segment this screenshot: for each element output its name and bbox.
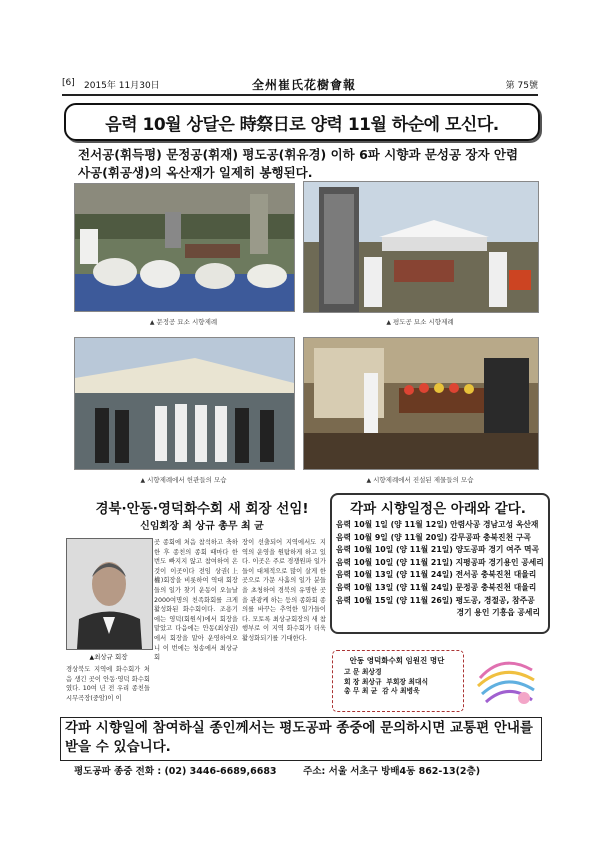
schedule-row: 음력 10월 10일 (양 11월 21일) 지평공파 경기용인 공세리 xyxy=(336,557,544,567)
article-subtitle: 신임회장 최 상규 총무 최 균 xyxy=(140,521,264,532)
photo-heongwan xyxy=(74,337,295,470)
notice-text: 각파 시향일에 참여하실 종인께서는 평도공파 종중에 문의하시면 교통편 안내를 받을 수 있습니다. xyxy=(65,720,533,755)
contact-line xyxy=(74,763,534,777)
photo-caption: ▲ 평도공 묘소 시향제례 xyxy=(386,318,454,326)
portrait-photo xyxy=(66,538,153,650)
schedule-list xyxy=(336,519,544,620)
article-column-2: 곳 종회에 처음 참석하고 축하한 후 종친의 종회 때마다 한 번도 빠지지 않고 참여하여 온 것이 이곳이다 전임 상권(上權)회장을 비롯하여 역대 회장들의 일가 찾기 운동이 오늘날 2000여명의 친족화회를 크게 활성화된 화수회이다. 조용기에는 영덕(회원식)에서 회장을 맡았고 다음에는 안동(최상권)에서 회장을 맡아 운영하여오니 이 번에는 청송에서 최상규회 xyxy=(154,539,238,662)
schedule-row-continued: 경기 용인 기흥읍 공세리 xyxy=(456,608,540,618)
photo-caption: ▲ 문정공 묘소 시향제례 xyxy=(149,318,218,326)
officers-list xyxy=(344,668,459,697)
phone-number: (02) 3446-6689,6683 xyxy=(164,766,277,777)
officer-row: 고 문 최상경 xyxy=(344,668,382,676)
schedule-row: 음력 10월 13일 (양 11월 24일) 문정공 충북진천 대율리 xyxy=(336,582,537,592)
photo-munjeonggong-rite xyxy=(74,183,295,312)
schedule-row: 음력 10월 9일 (양 11월 20일) 감무공파 충북진천 구곡 xyxy=(336,532,531,542)
issue-date: 2015年 11月30日 xyxy=(84,81,160,91)
portrait-caption: ▲최상규 회장 xyxy=(89,653,128,661)
address-label: 주소: xyxy=(303,766,326,777)
officer-row: 회 장 최상규 부회장 최대식 xyxy=(344,677,429,686)
officers-title: 안동 영덕화수회 임원진 명단 xyxy=(349,656,445,665)
photo-caption: ▲ 시향제례에서 진설된 제물들의 모습 xyxy=(366,476,474,484)
headline: 음력 10월 상달은 時祭日로 양력 11월 하순에 모신다. xyxy=(105,114,499,135)
photo-offerings xyxy=(303,337,539,470)
page-header xyxy=(62,78,538,96)
schedule-row: 음력 10월 15일 (양 11월 26일) 평도공, 경절공, 참주공 xyxy=(336,595,535,605)
photo-caption: ▲ 시향제례에서 헌관들의 모습 xyxy=(140,476,227,484)
schedule-row: 음력 10월 13일 (양 11월 24일) 전서공 충북진천 대율리 xyxy=(336,570,537,580)
article-title: 경북·안동·영덕화수회 새 회장 선임! xyxy=(95,501,309,517)
photo-pyeongdogong-rite xyxy=(303,181,539,313)
phone-label: 평도공파 종중 전화 : xyxy=(74,766,162,777)
schedule-row: 음력 10월 10일 (양 11월 21일) 양도공파 경기 여주 멱곡 xyxy=(336,545,540,555)
article-column-1: 경상북도 지역에 화수회가 처음 생긴 곳이 안동·영덕 화수회였다. 10여 년 전 우리 종친들 시무곡장(중암)이 이 xyxy=(66,666,150,702)
issue-number: 第 75號 xyxy=(505,81,538,91)
schedule-row: 음력 10월 1일 (양 11월 12일) 안렴사공 경남고성 옥산재 xyxy=(336,520,539,529)
page-number: [6] xyxy=(62,78,75,88)
schedule-title: 각파 시향일정은 아래와 같다. xyxy=(350,501,526,517)
officer-row: 총 무 최 균 감 사 최병욱 xyxy=(344,687,420,695)
swirl-decoration-icon xyxy=(472,648,540,712)
lead-paragraph: 전서공(휘득평) 문정공(휘재) 평도공(휘유경) 이하 6파 시향과 문성공 장자 안렴사공(휘공생)의 옥산재가 일제히 봉행된다. xyxy=(78,147,519,180)
article-column-3: 장이 선출되어 지역에서도 지역의 운영을 원탐하게 하고 있다. 이곳은 주로 경쟁원파 일가들이 대체적으로 많이 살게 한 곳으로 가문 사흘의 일가 분들을 초청하여 경북의 유명한 곳을 관광케 하는 등의 종화회 종의를 바꾸는 추억한 일가들이다. 모토록 최상규회장의 새 참행부로 이 지역 화수회가 더욱 활성화되기를 기대한다. xyxy=(242,539,326,642)
headline-box xyxy=(64,103,540,141)
masthead: 全州崔氏花樹會報 xyxy=(252,78,357,92)
address: 서울 서초구 방배4동 862-13(2층) xyxy=(328,766,481,777)
